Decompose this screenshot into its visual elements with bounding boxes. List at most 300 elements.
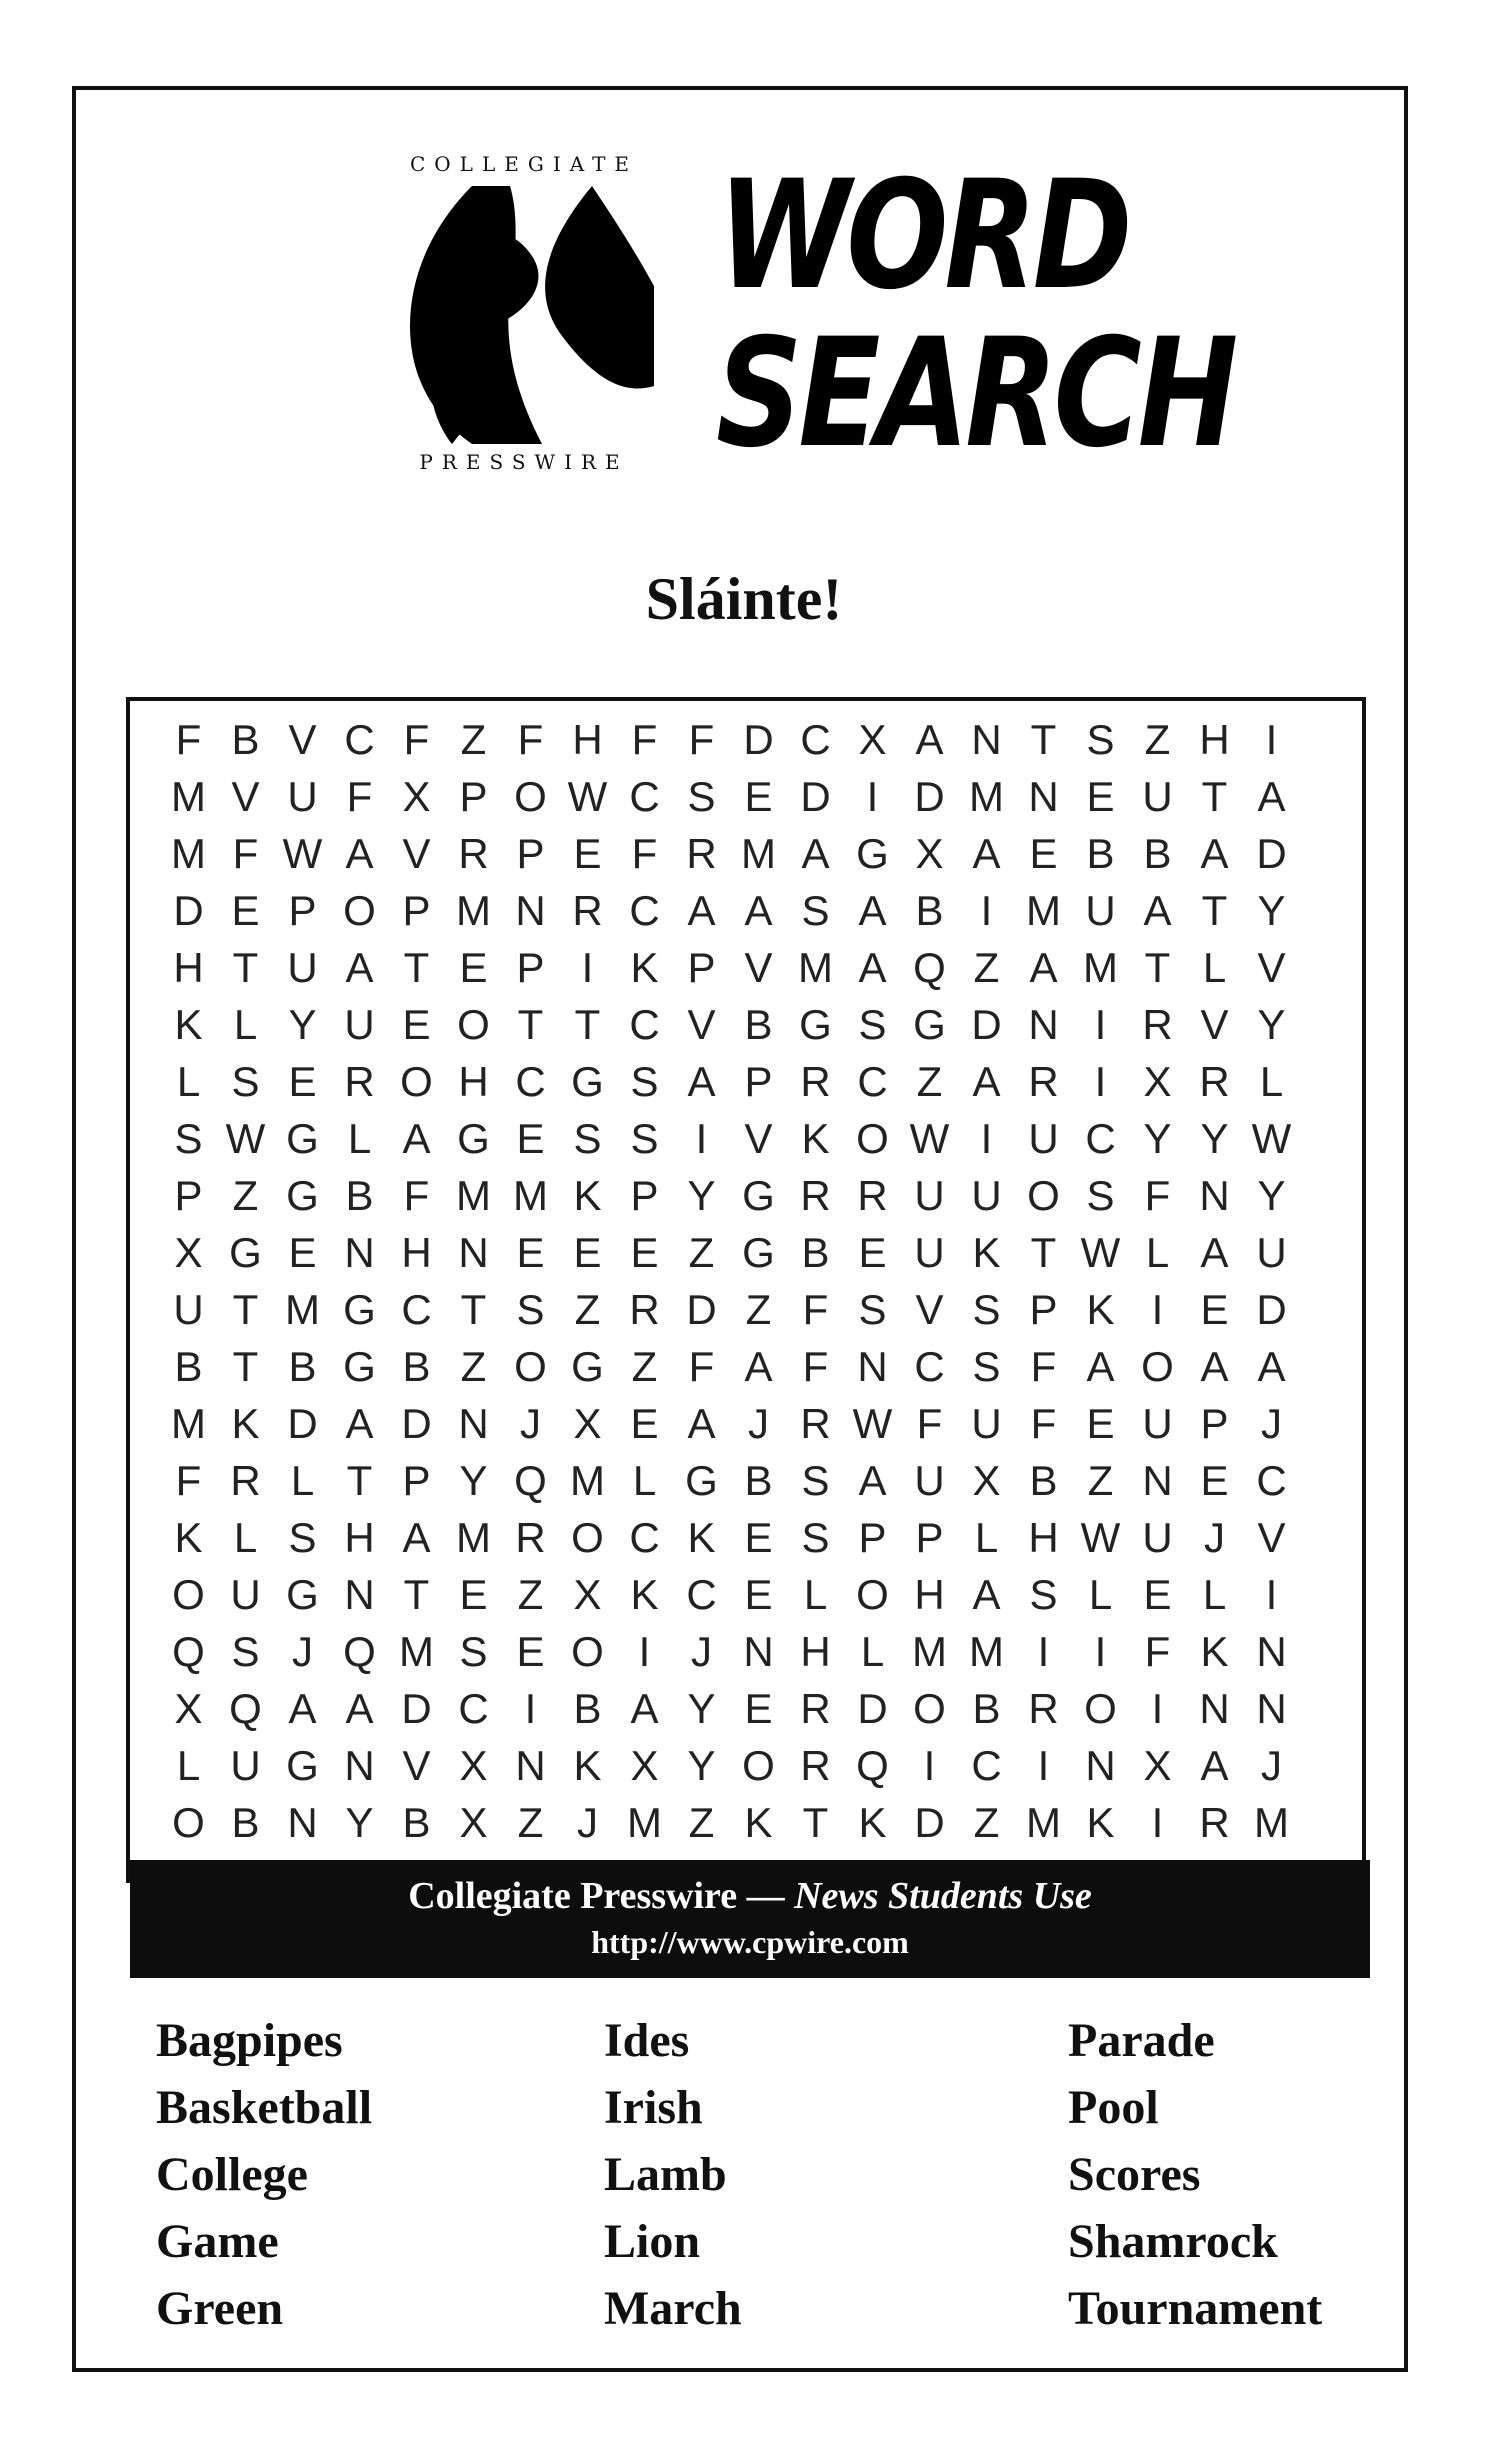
grid-letter[interactable]: O [343, 887, 376, 934]
grid-letter[interactable]: M [627, 1799, 662, 1846]
grid-letter[interactable]: M [969, 773, 1004, 820]
grid-letter[interactable]: Z [688, 1229, 715, 1276]
grid-letter[interactable]: L [1202, 944, 1227, 991]
grid-letter[interactable]: E [231, 887, 260, 934]
grid-letter[interactable]: S [801, 887, 830, 934]
grid-letter[interactable]: Z [460, 716, 487, 763]
grid-letter[interactable]: A [345, 1685, 374, 1732]
grid-letter[interactable]: Y [1257, 1172, 1286, 1219]
grid-letter[interactable]: T [1201, 887, 1228, 934]
grid-letter[interactable]: O [742, 1742, 775, 1789]
grid-letter[interactable]: R [800, 1058, 831, 1105]
grid-letter[interactable]: U [287, 944, 318, 991]
grid-letter[interactable]: X [630, 1742, 659, 1789]
grid-letter[interactable]: O [571, 1628, 604, 1675]
grid-letter[interactable]: A [972, 1571, 1001, 1618]
grid-letter[interactable]: Z [232, 1172, 259, 1219]
grid-letter[interactable]: C [515, 1058, 546, 1105]
grid-letter[interactable]: W [282, 830, 323, 877]
grid-letter[interactable]: V [1257, 1514, 1286, 1561]
grid-letter[interactable]: Q [172, 1628, 205, 1675]
grid-letter[interactable]: S [459, 1628, 488, 1675]
grid-letter[interactable]: D [971, 1001, 1002, 1048]
grid-letter[interactable]: F [232, 830, 259, 877]
grid-letter[interactable]: B [231, 716, 260, 763]
grid-letter[interactable]: C [800, 716, 831, 763]
grid-letter[interactable]: N [1199, 1685, 1230, 1732]
grid-letter[interactable]: I [1037, 1628, 1050, 1675]
grid-letter[interactable]: A [1143, 887, 1172, 934]
grid-letter[interactable]: P [1029, 1286, 1058, 1333]
grid-letter[interactable]: A [345, 1400, 374, 1447]
grid-letter[interactable]: S [516, 1286, 545, 1333]
grid-letter[interactable]: F [346, 773, 373, 820]
grid-letter[interactable]: A [1200, 830, 1229, 877]
grid-letter[interactable]: E [516, 1115, 545, 1162]
grid-letter[interactable]: S [231, 1058, 260, 1105]
grid-letter[interactable]: R [857, 1172, 888, 1219]
grid-letter[interactable]: A [801, 830, 830, 877]
grid-letter[interactable]: O [913, 1685, 946, 1732]
grid-letter[interactable]: E [858, 1229, 887, 1276]
grid-letter[interactable]: E [630, 1400, 659, 1447]
grid-letter[interactable]: Z [745, 1286, 772, 1333]
grid-letter[interactable]: A [744, 1343, 773, 1390]
grid-letter[interactable]: X [573, 1400, 602, 1447]
grid-letter[interactable]: R [629, 1286, 660, 1333]
grid-letter[interactable]: G [856, 830, 889, 877]
grid-letter[interactable]: L [176, 1742, 201, 1789]
grid-letter[interactable]: U [173, 1286, 204, 1333]
grid-letter[interactable]: S [1086, 716, 1115, 763]
grid-letter[interactable]: R [1199, 1799, 1230, 1846]
grid-letter[interactable]: P [1200, 1400, 1229, 1447]
grid-letter[interactable]: B [972, 1685, 1001, 1732]
grid-letter[interactable]: H [401, 1229, 432, 1276]
grid-letter[interactable]: U [230, 1571, 261, 1618]
grid-letter[interactable]: E [1086, 773, 1115, 820]
grid-letter[interactable]: F [1030, 1400, 1057, 1447]
grid-letter[interactable]: V [402, 1742, 431, 1789]
grid-letter[interactable]: R [230, 1457, 261, 1504]
grid-letter[interactable]: O [514, 1343, 547, 1390]
grid-letter[interactable]: U [1142, 1400, 1173, 1447]
grid-letter[interactable]: H [173, 944, 204, 991]
grid-letter[interactable]: E [744, 1685, 773, 1732]
grid-letter[interactable]: A [972, 1058, 1001, 1105]
grid-letter[interactable]: U [230, 1742, 261, 1789]
grid-letter[interactable]: B [1086, 830, 1115, 877]
grid-letter[interactable]: Z [631, 1343, 658, 1390]
grid-letter[interactable]: I [1037, 1742, 1050, 1789]
grid-letter[interactable]: M [570, 1457, 605, 1504]
grid-letter[interactable]: A [1257, 1343, 1286, 1390]
grid-letter[interactable]: I [1094, 1001, 1107, 1048]
grid-letter[interactable]: K [972, 1229, 1001, 1276]
grid-letter[interactable]: E [516, 1229, 545, 1276]
grid-letter[interactable]: U [344, 1001, 375, 1048]
grid-letter[interactable]: M [399, 1628, 434, 1675]
grid-letter[interactable]: G [286, 1571, 319, 1618]
grid-letter[interactable]: P [174, 1172, 203, 1219]
grid-letter[interactable]: R [800, 1742, 831, 1789]
grid-letter[interactable]: X [174, 1229, 203, 1276]
grid-letter[interactable]: Z [973, 1799, 1000, 1846]
grid-letter[interactable]: V [915, 1286, 944, 1333]
grid-letter[interactable]: N [1256, 1628, 1287, 1675]
grid-letter[interactable]: S [687, 773, 716, 820]
grid-letter[interactable]: B [801, 1229, 830, 1276]
grid-letter[interactable]: D [173, 887, 204, 934]
grid-letter[interactable]: H [458, 1058, 489, 1105]
grid-letter[interactable]: F [403, 716, 430, 763]
grid-letter[interactable]: I [923, 1742, 936, 1789]
grid-letter[interactable]: U [971, 1400, 1002, 1447]
grid-letter[interactable]: A [687, 887, 716, 934]
grid-letter[interactable]: B [573, 1685, 602, 1732]
grid-letter[interactable]: K [801, 1115, 830, 1162]
grid-letter[interactable]: N [458, 1229, 489, 1276]
grid-letter[interactable]: A [858, 887, 887, 934]
grid-letter[interactable]: G [571, 1058, 604, 1105]
grid-letter[interactable]: V [744, 1115, 773, 1162]
grid-letter[interactable]: Q [343, 1628, 376, 1675]
grid-letter[interactable]: E [1086, 1400, 1115, 1447]
grid-letter[interactable]: M [912, 1628, 947, 1675]
grid-letter[interactable]: K [231, 1400, 260, 1447]
grid-letter[interactable]: T [574, 1001, 601, 1048]
grid-letter[interactable]: O [1141, 1343, 1174, 1390]
grid-letter[interactable]: F [175, 716, 202, 763]
grid-letter[interactable]: G [685, 1457, 718, 1504]
grid-letter[interactable]: M [456, 1172, 491, 1219]
grid-letter[interactable]: G [799, 1001, 832, 1048]
grid-letter[interactable]: K [573, 1172, 602, 1219]
grid-letter[interactable]: D [401, 1685, 432, 1732]
grid-letter[interactable]: T [1030, 716, 1057, 763]
grid-letter[interactable]: G [343, 1343, 376, 1390]
grid-letter[interactable]: P [288, 887, 317, 934]
grid-letter[interactable]: N [344, 1742, 375, 1789]
grid-letter[interactable]: K [174, 1001, 203, 1048]
grid-letter[interactable]: V [231, 773, 260, 820]
grid-letter[interactable]: G [229, 1229, 262, 1276]
grid-letter[interactable]: Q [514, 1457, 547, 1504]
grid-letter[interactable]: L [632, 1457, 657, 1504]
grid-letter[interactable]: G [286, 1742, 319, 1789]
grid-letter[interactable]: W [852, 1400, 893, 1447]
grid-letter[interactable]: I [1265, 716, 1278, 763]
grid-letter[interactable]: M [969, 1628, 1004, 1675]
grid-letter[interactable]: B [1143, 830, 1172, 877]
grid-letter[interactable]: N [971, 716, 1002, 763]
grid-letter[interactable]: A [345, 944, 374, 991]
grid-letter[interactable]: M [513, 1172, 548, 1219]
grid-letter[interactable]: X [459, 1742, 488, 1789]
grid-letter[interactable]: R [1199, 1058, 1230, 1105]
grid-letter[interactable]: S [573, 1115, 602, 1162]
grid-letter[interactable]: J [1261, 1400, 1282, 1447]
grid-letter[interactable]: M [741, 830, 776, 877]
grid-letter[interactable]: K [744, 1799, 773, 1846]
grid-letter[interactable]: C [1256, 1457, 1287, 1504]
grid-letter[interactable]: T [403, 944, 430, 991]
grid-letter[interactable]: M [1026, 1799, 1061, 1846]
grid-letter[interactable]: A [1200, 1742, 1229, 1789]
grid-letter[interactable]: R [1028, 1058, 1059, 1105]
grid-letter[interactable]: D [914, 1799, 945, 1846]
grid-letter[interactable]: V [402, 830, 431, 877]
grid-letter[interactable]: J [1204, 1514, 1225, 1561]
grid-letter[interactable]: V [687, 1001, 716, 1048]
grid-letter[interactable]: E [1200, 1286, 1229, 1333]
grid-letter[interactable]: U [971, 1172, 1002, 1219]
grid-letter[interactable]: C [629, 1514, 660, 1561]
grid-letter[interactable]: M [1254, 1799, 1289, 1846]
grid-letter[interactable]: I [1151, 1799, 1164, 1846]
grid-letter[interactable]: S [630, 1115, 659, 1162]
grid-letter[interactable]: N [743, 1628, 774, 1675]
grid-letter[interactable]: I [1094, 1058, 1107, 1105]
grid-letter[interactable]: B [402, 1343, 431, 1390]
grid-letter[interactable]: O [400, 1058, 433, 1105]
grid-letter[interactable]: Y [687, 1742, 716, 1789]
grid-letter[interactable]: P [402, 887, 431, 934]
grid-letter[interactable]: L [1259, 1058, 1284, 1105]
grid-letter[interactable]: N [1199, 1172, 1230, 1219]
grid-letter[interactable]: N [1256, 1685, 1287, 1732]
grid-letter[interactable]: B [402, 1799, 431, 1846]
grid-letter[interactable]: C [971, 1742, 1002, 1789]
grid-letter[interactable]: N [515, 1742, 546, 1789]
grid-letter[interactable]: P [630, 1172, 659, 1219]
grid-letter[interactable]: R [344, 1058, 375, 1105]
word-search-grid[interactable] [160, 711, 1360, 1851]
grid-letter[interactable]: G [286, 1172, 319, 1219]
grid-letter[interactable]: M [456, 887, 491, 934]
grid-letter[interactable]: L [233, 1514, 258, 1561]
grid-letter[interactable]: A [687, 1400, 716, 1447]
grid-letter[interactable]: L [290, 1457, 315, 1504]
grid-letter[interactable]: X [915, 830, 944, 877]
grid-letter[interactable]: A [630, 1685, 659, 1732]
grid-letter[interactable]: C [629, 773, 660, 820]
grid-letter[interactable]: P [687, 944, 716, 991]
grid-letter[interactable]: Y [288, 1001, 317, 1048]
grid-letter[interactable]: I [581, 944, 594, 991]
grid-letter[interactable]: S [231, 1628, 260, 1675]
grid-letter[interactable]: Y [459, 1457, 488, 1504]
grid-letter[interactable]: M [798, 944, 833, 991]
grid-letter[interactable]: F [631, 830, 658, 877]
grid-letter[interactable]: Q [913, 944, 946, 991]
grid-letter[interactable]: S [858, 1286, 887, 1333]
grid-letter[interactable]: T [1201, 773, 1228, 820]
grid-letter[interactable]: G [913, 1001, 946, 1048]
grid-letter[interactable]: K [573, 1742, 602, 1789]
grid-letter[interactable]: Y [345, 1799, 374, 1846]
grid-letter[interactable]: F [403, 1172, 430, 1219]
grid-letter[interactable]: B [915, 887, 944, 934]
grid-letter[interactable]: S [972, 1286, 1001, 1333]
grid-letter[interactable]: F [802, 1343, 829, 1390]
grid-letter[interactable]: E [459, 944, 488, 991]
grid-letter[interactable]: N [344, 1229, 375, 1276]
grid-letter[interactable]: K [630, 1571, 659, 1618]
grid-letter[interactable]: A [402, 1115, 431, 1162]
grid-letter[interactable]: A [858, 944, 887, 991]
grid-letter[interactable]: P [858, 1514, 887, 1561]
grid-letter[interactable]: E [288, 1229, 317, 1276]
grid-letter[interactable]: V [288, 716, 317, 763]
grid-letter[interactable]: J [691, 1628, 712, 1675]
grid-letter[interactable]: K [630, 944, 659, 991]
grid-letter[interactable]: U [914, 1229, 945, 1276]
grid-letter[interactable]: K [687, 1514, 716, 1561]
grid-letter[interactable]: R [1142, 1001, 1173, 1048]
grid-letter[interactable]: O [1084, 1685, 1117, 1732]
grid-letter[interactable]: Y [1257, 1001, 1286, 1048]
grid-letter[interactable]: I [1151, 1286, 1164, 1333]
grid-letter[interactable]: N [1028, 1001, 1059, 1048]
grid-letter[interactable]: U [1256, 1229, 1287, 1276]
grid-letter[interactable]: D [686, 1286, 717, 1333]
grid-letter[interactable]: S [801, 1514, 830, 1561]
grid-letter[interactable]: S [630, 1058, 659, 1105]
grid-letter[interactable]: T [232, 1343, 259, 1390]
grid-letter[interactable]: J [577, 1799, 598, 1846]
grid-letter[interactable]: B [174, 1343, 203, 1390]
grid-letter[interactable]: N [1142, 1457, 1173, 1504]
grid-letter[interactable]: T [1144, 944, 1171, 991]
grid-letter[interactable]: I [866, 773, 879, 820]
grid-letter[interactable]: X [858, 716, 887, 763]
grid-letter[interactable]: L [347, 1115, 372, 1162]
grid-letter[interactable]: I [524, 1685, 537, 1732]
grid-letter[interactable]: G [286, 1115, 319, 1162]
grid-letter[interactable]: I [1265, 1571, 1278, 1618]
grid-letter[interactable]: Z [916, 1058, 943, 1105]
grid-letter[interactable]: M [171, 1400, 206, 1447]
grid-letter[interactable]: O [172, 1571, 205, 1618]
grid-letter[interactable]: D [800, 773, 831, 820]
grid-letter[interactable]: K [858, 1799, 887, 1846]
grid-letter[interactable]: O [172, 1799, 205, 1846]
grid-letter[interactable]: E [630, 1229, 659, 1276]
grid-letter[interactable]: T [460, 1286, 487, 1333]
grid-letter[interactable]: X [573, 1571, 602, 1618]
grid-letter[interactable]: B [345, 1172, 374, 1219]
grid-letter[interactable]: Z [1144, 716, 1171, 763]
grid-letter[interactable]: L [176, 1058, 201, 1105]
grid-letter[interactable]: X [402, 773, 431, 820]
grid-letter[interactable]: M [171, 830, 206, 877]
grid-letter[interactable]: E [573, 830, 602, 877]
grid-letter[interactable]: E [516, 1628, 545, 1675]
grid-letter[interactable]: N [1085, 1742, 1116, 1789]
grid-letter[interactable]: D [401, 1400, 432, 1447]
grid-letter[interactable]: A [1257, 773, 1286, 820]
grid-letter[interactable]: F [916, 1400, 943, 1447]
grid-letter[interactable]: R [515, 1514, 546, 1561]
grid-letter[interactable]: T [1030, 1229, 1057, 1276]
grid-letter[interactable]: E [744, 1571, 773, 1618]
grid-letter[interactable]: O [856, 1115, 889, 1162]
grid-letter[interactable]: C [629, 887, 660, 934]
grid-letter[interactable]: C [629, 1001, 660, 1048]
grid-letter[interactable]: R [800, 1685, 831, 1732]
grid-letter[interactable]: H [1028, 1514, 1059, 1561]
grid-letter[interactable]: L [233, 1001, 258, 1048]
grid-letter[interactable]: G [742, 1172, 775, 1219]
grid-letter[interactable]: W [1080, 1514, 1121, 1561]
grid-letter[interactable]: E [744, 773, 773, 820]
grid-letter[interactable]: J [1261, 1742, 1282, 1789]
grid-letter[interactable]: H [572, 716, 603, 763]
grid-letter[interactable]: P [915, 1514, 944, 1561]
grid-letter[interactable]: C [458, 1685, 489, 1732]
grid-letter[interactable]: F [1030, 1343, 1057, 1390]
grid-letter[interactable]: Z [517, 1799, 544, 1846]
grid-letter[interactable]: W [1080, 1229, 1121, 1276]
grid-letter[interactable]: E [288, 1058, 317, 1105]
grid-letter[interactable]: A [288, 1685, 317, 1732]
grid-letter[interactable]: E [1200, 1457, 1229, 1504]
grid-letter[interactable]: E [744, 1514, 773, 1561]
grid-letter[interactable]: S [288, 1514, 317, 1561]
grid-letter[interactable]: T [517, 1001, 544, 1048]
grid-letter[interactable]: J [292, 1628, 313, 1675]
grid-letter[interactable]: Q [856, 1742, 889, 1789]
grid-letter[interactable]: K [1086, 1286, 1115, 1333]
grid-letter[interactable]: P [744, 1058, 773, 1105]
grid-letter[interactable]: V [1200, 1001, 1229, 1048]
grid-letter[interactable]: I [1151, 1685, 1164, 1732]
grid-letter[interactable]: L [1202, 1571, 1227, 1618]
grid-letter[interactable]: H [344, 1514, 375, 1561]
grid-letter[interactable]: L [1145, 1229, 1170, 1276]
grid-letter[interactable]: D [857, 1685, 888, 1732]
grid-letter[interactable]: N [287, 1799, 318, 1846]
grid-letter[interactable]: M [171, 773, 206, 820]
grid-letter[interactable]: N [857, 1343, 888, 1390]
grid-letter[interactable]: Y [687, 1172, 716, 1219]
grid-letter[interactable]: Y [1257, 887, 1286, 934]
grid-letter[interactable]: U [914, 1172, 945, 1219]
grid-letter[interactable]: M [456, 1514, 491, 1561]
grid-letter[interactable]: E [459, 1571, 488, 1618]
grid-letter[interactable]: R [458, 830, 489, 877]
grid-letter[interactable]: G [742, 1229, 775, 1276]
grid-letter[interactable]: L [860, 1628, 885, 1675]
grid-letter[interactable]: A [1200, 1229, 1229, 1276]
grid-letter[interactable]: U [1085, 887, 1116, 934]
grid-letter[interactable]: X [459, 1799, 488, 1846]
grid-letter[interactable]: I [638, 1628, 651, 1675]
grid-letter[interactable]: F [631, 716, 658, 763]
grid-letter[interactable]: L [1088, 1571, 1113, 1618]
grid-letter[interactable]: G [343, 1286, 376, 1333]
grid-letter[interactable]: K [174, 1514, 203, 1561]
grid-letter[interactable]: E [1143, 1571, 1172, 1618]
grid-letter[interactable]: C [686, 1571, 717, 1618]
grid-letter[interactable]: F [517, 716, 544, 763]
grid-letter[interactable]: K [1086, 1799, 1115, 1846]
grid-letter[interactable]: I [980, 887, 993, 934]
grid-letter[interactable]: X [1143, 1742, 1172, 1789]
grid-letter[interactable]: D [287, 1400, 318, 1447]
grid-letter[interactable]: V [744, 944, 773, 991]
